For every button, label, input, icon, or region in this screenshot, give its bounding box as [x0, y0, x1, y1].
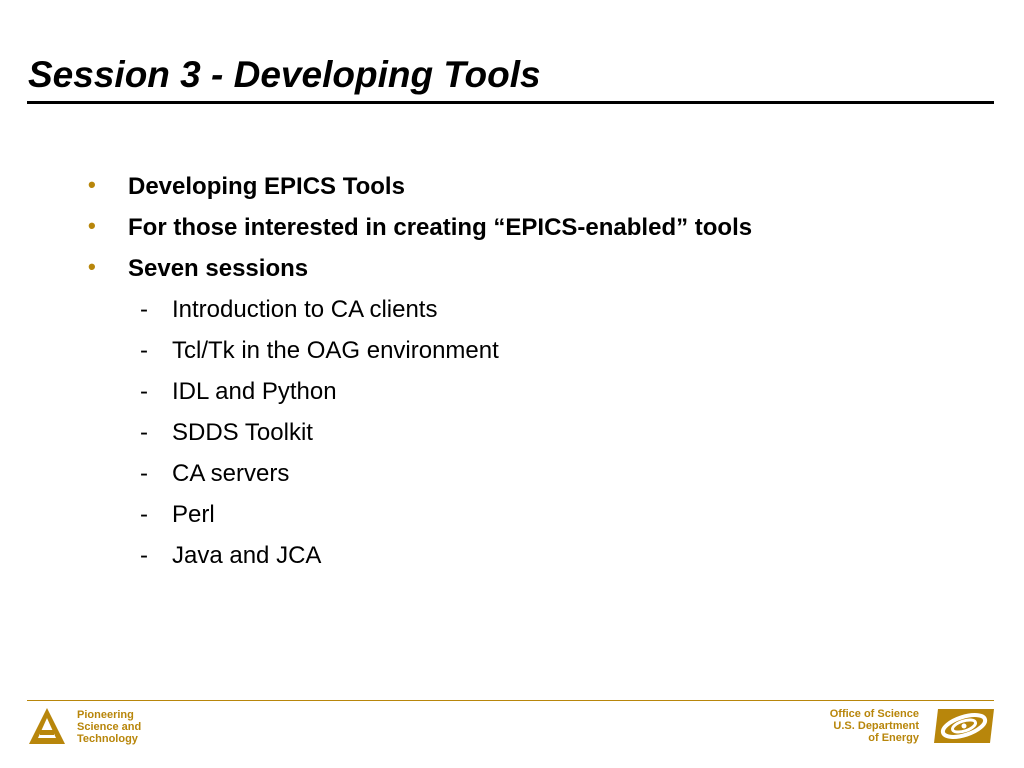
sub-item	[88, 453, 968, 494]
footer-tagline	[77, 709, 141, 745]
sub-item	[88, 535, 968, 576]
slide-title: Session 3 - Developing Tools	[28, 54, 541, 95]
footer-tagline-line: Technology	[77, 733, 138, 745]
argonne-triangle-logo-icon	[27, 706, 67, 746]
footer-tagline-line: Science and	[77, 721, 142, 733]
sub-item-text: Java and JCA	[172, 542, 322, 569]
sub-item-marker: -	[140, 542, 148, 569]
bullet-text: Seven sessions	[128, 255, 309, 282]
sub-item-marker: -	[140, 296, 148, 323]
sub-item-marker: -	[140, 419, 148, 446]
sub-item-text: SDDS Toolkit	[172, 419, 313, 446]
bullet-marker: •	[88, 213, 96, 238]
bullet-list	[88, 166, 968, 576]
sub-item	[88, 289, 968, 330]
sub-item-text: Perl	[172, 501, 215, 528]
footer-agency	[830, 708, 919, 744]
sub-item-text: CA servers	[172, 460, 290, 487]
title-underline	[27, 101, 994, 104]
sub-item-marker: -	[140, 378, 148, 405]
bullet-item	[88, 207, 968, 248]
bullet-item	[88, 248, 968, 289]
sub-item-marker: -	[140, 337, 148, 364]
sub-item	[88, 494, 968, 535]
bullet-text: For those interested in creating “EPICS-enabled” tools	[128, 214, 753, 241]
sub-item-text: IDL and Python	[172, 378, 337, 405]
sub-item	[88, 412, 968, 453]
sub-item	[88, 330, 968, 371]
bullet-marker: •	[88, 254, 96, 279]
footer-agency-line: Office of Science	[829, 708, 919, 720]
doe-atom-logo-icon	[932, 707, 996, 745]
sub-item-text: Tcl/Tk in the OAG environment	[172, 337, 499, 364]
footer-agency-line: of Energy	[868, 732, 919, 744]
sub-item-text: Introduction to CA clients	[172, 296, 438, 323]
sub-item	[88, 371, 968, 412]
footer-divider	[27, 700, 994, 701]
sub-item-marker: -	[140, 460, 148, 487]
bullet-text: Developing EPICS Tools	[128, 173, 405, 200]
sub-item-marker: -	[140, 501, 148, 528]
bullet-item	[88, 166, 968, 207]
footer-agency-line: U.S. Department	[833, 720, 919, 732]
bullet-marker: •	[88, 172, 96, 197]
footer-tagline-line: Pioneering	[77, 709, 134, 721]
